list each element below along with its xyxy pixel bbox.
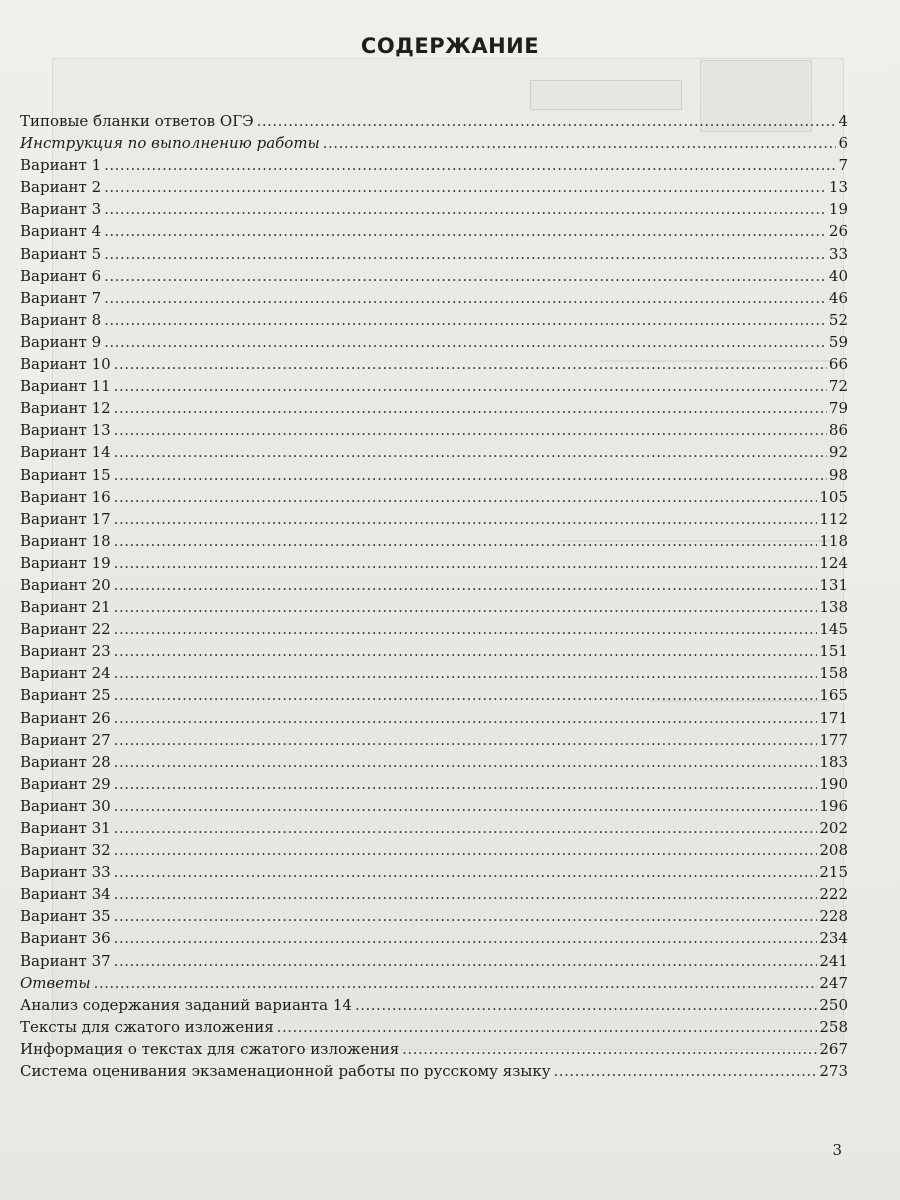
toc-entry — [20, 972, 848, 994]
toc-entry — [20, 331, 848, 353]
toc-entry-title: Вариант 24 — [20, 664, 111, 683]
toc-entry — [20, 684, 848, 706]
toc-entry — [20, 773, 848, 795]
dot-leader — [104, 309, 827, 331]
toc-entry-title: Вариант 7 — [20, 288, 102, 307]
dot-leader — [114, 486, 818, 508]
toc-entry — [20, 176, 848, 198]
toc-entry-title: Тексты для сжатого изложения — [20, 1017, 274, 1036]
toc-entry-title: Анализ содержания заданий варианта 14 — [20, 995, 352, 1014]
toc-entry — [20, 198, 848, 220]
toc-entry-page: 131 — [819, 575, 848, 594]
toc-entry-page: 258 — [819, 1017, 848, 1036]
dot-leader — [114, 729, 818, 751]
toc-entry — [20, 618, 848, 640]
toc-entry-title: Вариант 14 — [20, 443, 111, 462]
toc-entry-title: Вариант 9 — [20, 332, 102, 351]
toc-entry — [20, 530, 848, 552]
toc-entry-title: Инструкция по выполнению работы — [20, 134, 320, 153]
toc-entry-title: Вариант 15 — [20, 465, 111, 484]
toc-entry-page: 19 — [828, 200, 848, 219]
dot-leader — [114, 905, 818, 927]
toc-entry — [20, 883, 848, 905]
toc-entry-title: Вариант 3 — [20, 200, 102, 219]
dot-leader — [114, 397, 827, 419]
toc-entry-title: Вариант 29 — [20, 774, 111, 793]
toc-entry-page: 52 — [828, 310, 848, 329]
dot-leader — [114, 817, 818, 839]
dot-leader — [104, 154, 836, 176]
toc-entry-title: Вариант 32 — [20, 841, 111, 860]
toc-entry-title: Вариант 4 — [20, 222, 102, 241]
toc-entry — [20, 817, 848, 839]
toc-entry — [20, 486, 848, 508]
toc-entry-page: 222 — [819, 885, 848, 904]
toc-entry-page: 105 — [819, 487, 848, 506]
dot-leader — [114, 419, 827, 441]
dot-leader — [554, 1060, 818, 1082]
dot-leader — [114, 883, 818, 905]
toc-entry-page: 273 — [819, 1062, 848, 1081]
toc-entry-page: 228 — [819, 907, 848, 926]
dot-leader — [104, 287, 827, 309]
toc-entry-title: Вариант 8 — [20, 310, 102, 329]
dot-leader — [114, 353, 827, 375]
toc-entry-title: Вариант 21 — [20, 598, 111, 617]
toc-entry-page: 183 — [819, 752, 848, 771]
toc-entry — [20, 596, 848, 618]
dot-leader — [114, 795, 818, 817]
dot-leader — [114, 950, 818, 972]
dot-leader — [114, 375, 827, 397]
toc-entry-title: Вариант 36 — [20, 929, 111, 948]
toc-entry-title: Информация о текстах для сжатого изложения — [20, 1039, 400, 1058]
dot-leader — [323, 132, 837, 154]
toc-entry-page: 145 — [819, 620, 848, 639]
toc-entry-title: Вариант 16 — [20, 487, 111, 506]
toc-entry — [20, 220, 848, 242]
dot-leader — [402, 1038, 817, 1060]
page-title: СОДЕРЖАНИЕ — [360, 34, 540, 58]
toc-entry-page: 171 — [819, 708, 848, 727]
toc-entry-title: Типовые бланки ответов ОГЭ — [20, 112, 254, 130]
dot-leader — [114, 640, 818, 662]
toc-entry-title: Вариант 12 — [20, 399, 111, 418]
dot-leader — [104, 220, 827, 242]
toc-entry-title: Вариант 26 — [20, 708, 111, 727]
dot-leader — [114, 574, 818, 596]
toc-entry-page: 33 — [828, 244, 848, 263]
toc-entry — [20, 154, 848, 176]
toc-entry-page: 6 — [838, 134, 848, 153]
toc-entry-title: Вариант 33 — [20, 863, 111, 882]
toc-entry — [20, 950, 848, 972]
toc-entry — [20, 441, 848, 463]
toc-entry-title: Вариант 34 — [20, 885, 111, 904]
toc-entry — [20, 287, 848, 309]
toc-entry-title: Вариант 18 — [20, 531, 111, 550]
dot-leader — [114, 530, 818, 552]
toc-entry — [20, 861, 848, 883]
toc-entry-page: 112 — [819, 509, 848, 528]
dot-leader — [114, 441, 827, 463]
toc-entry-page: 241 — [819, 951, 848, 970]
toc-entry-page: 177 — [819, 730, 848, 749]
toc-entry-title: Вариант 27 — [20, 730, 111, 749]
toc-entry-title: Вариант 2 — [20, 178, 102, 197]
dot-leader — [114, 707, 818, 729]
toc-entry — [20, 132, 848, 154]
toc-entry — [20, 729, 848, 751]
dot-leader — [114, 596, 818, 618]
toc-entry — [20, 839, 848, 861]
toc-entry-page: 46 — [828, 288, 848, 307]
toc-entry — [20, 994, 848, 1016]
toc-entry-title: Вариант 31 — [20, 819, 111, 837]
toc-entry-page: 98 — [828, 465, 848, 484]
dot-leader — [257, 110, 837, 132]
toc-entry — [20, 243, 848, 265]
toc-entry — [20, 110, 848, 132]
dot-leader — [104, 198, 827, 220]
toc-entry-title: Вариант 17 — [20, 509, 111, 528]
dot-leader — [355, 994, 817, 1016]
toc-entry-page: 4 — [838, 112, 848, 130]
toc-entry — [20, 552, 848, 574]
toc-entry-title: Вариант 1 — [20, 156, 102, 175]
dot-leader — [104, 176, 827, 198]
dot-leader — [114, 927, 818, 949]
toc-entry-title: Вариант 5 — [20, 244, 102, 263]
dot-leader — [114, 861, 818, 883]
dot-leader — [114, 508, 818, 530]
toc-entry-title: Вариант 28 — [20, 752, 111, 771]
table-of-contents — [20, 110, 848, 1082]
toc-entry-title: Вариант 30 — [20, 796, 111, 815]
toc-entry-page: 59 — [828, 332, 848, 351]
dot-leader — [114, 751, 818, 773]
toc-entry-page: 26 — [828, 222, 848, 241]
dot-leader — [114, 464, 827, 486]
show-through-mark — [530, 80, 682, 110]
toc-entry-title: Ответы — [20, 973, 91, 992]
toc-entry-page: 40 — [828, 266, 848, 285]
toc-entry — [20, 795, 848, 817]
toc-entry — [20, 397, 848, 419]
toc-entry — [20, 707, 848, 729]
toc-entry — [20, 375, 848, 397]
toc-entry-page: 124 — [819, 553, 848, 572]
toc-entry-page: 118 — [819, 531, 848, 550]
dot-leader — [94, 972, 818, 994]
dot-leader — [114, 662, 818, 684]
toc-entry-page: 196 — [819, 796, 848, 815]
toc-entry-page: 151 — [819, 642, 848, 661]
toc-entry-page: 234 — [819, 929, 848, 948]
toc-entry — [20, 662, 848, 684]
toc-entry — [20, 464, 848, 486]
toc-entry-page: 158 — [819, 664, 848, 683]
toc-entry-page: 66 — [828, 355, 848, 374]
toc-entry-title: Вариант 10 — [20, 355, 111, 374]
page-number: 3 — [832, 1141, 842, 1159]
toc-entry-page: 92 — [828, 443, 848, 462]
toc-entry-page: 215 — [819, 863, 848, 882]
toc-entry-page: 72 — [828, 377, 848, 396]
toc-entry-title: Вариант 35 — [20, 907, 111, 926]
toc-entry-title: Вариант 23 — [20, 642, 111, 661]
toc-entry-page: 190 — [819, 774, 848, 793]
toc-entry — [20, 309, 848, 331]
toc-entry-title: Вариант 37 — [20, 951, 111, 970]
toc-entry-title: Вариант 6 — [20, 266, 102, 285]
toc-entry — [20, 419, 848, 441]
toc-entry — [20, 265, 848, 287]
toc-entry-title: Система оценивания экзаменационной работы по русскому языку — [20, 1062, 551, 1081]
toc-entry — [20, 905, 848, 927]
toc-entry-page: 250 — [819, 995, 848, 1014]
toc-entry-title: Вариант 13 — [20, 421, 111, 440]
toc-entry — [20, 927, 848, 949]
toc-entry-page: 7 — [838, 156, 848, 175]
dot-leader — [104, 243, 827, 265]
toc-entry-title: Вариант 25 — [20, 686, 111, 705]
toc-entry-title: Вариант 11 — [20, 377, 111, 396]
toc-entry-page: 13 — [828, 178, 848, 197]
dot-leader — [114, 552, 818, 574]
toc-entry — [20, 508, 848, 530]
dot-leader — [104, 331, 827, 353]
toc-entry — [20, 640, 848, 662]
toc-entry — [20, 751, 848, 773]
toc-entry-page: 165 — [819, 686, 848, 705]
toc-entry-page: 267 — [819, 1039, 848, 1058]
toc-entry-title: Вариант 19 — [20, 553, 111, 572]
toc-entry-title: Вариант 20 — [20, 575, 111, 594]
toc-entry-page: 79 — [828, 399, 848, 418]
toc-entry-page: 202 — [819, 819, 848, 837]
dot-leader — [114, 684, 818, 706]
toc-entry-title: Вариант 22 — [20, 620, 111, 639]
toc-entry — [20, 574, 848, 596]
dot-leader — [114, 773, 818, 795]
toc-entry — [20, 1016, 848, 1038]
toc-entry-page: 138 — [819, 598, 848, 617]
dot-leader — [277, 1016, 818, 1038]
dot-leader — [104, 265, 827, 287]
toc-entry-page: 86 — [828, 421, 848, 440]
dot-leader — [114, 839, 818, 861]
toc-entry-page: 247 — [819, 973, 848, 992]
toc-entry — [20, 1038, 848, 1060]
toc-entry — [20, 1060, 848, 1082]
toc-entry — [20, 353, 848, 375]
dot-leader — [114, 618, 818, 640]
toc-entry-page: 208 — [819, 841, 848, 860]
